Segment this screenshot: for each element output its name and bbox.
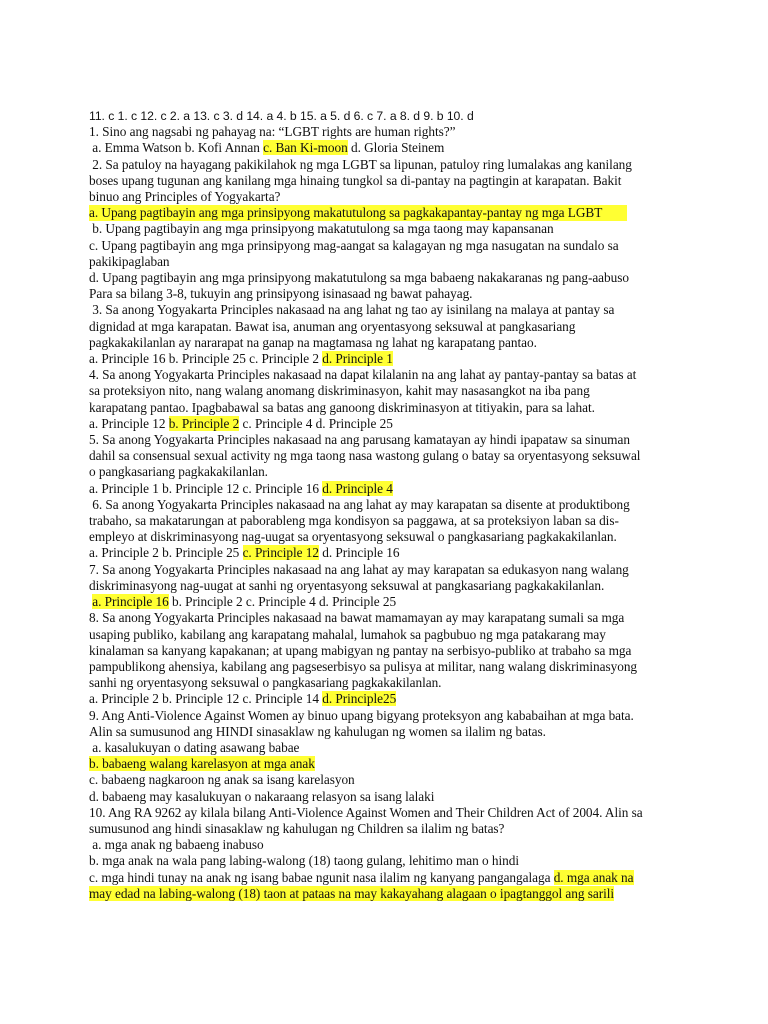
q1-answer-highlight: c. Ban Ki-moon	[263, 140, 348, 156]
q8-line-1: 8. Sa anong Yogyakarta Principles nakasaad na bawat mamamayan ay may karapatang sumali sa mga	[89, 610, 625, 626]
q4-line-1: 4. Sa anong Yogyakarta Principles nakasaad na dapat kilalanin na ang lahat ay pantay-pantay sa batas at	[89, 367, 637, 383]
q3-options	[89, 351, 689, 367]
q2-option-d: d. Upang pagtibayin ang mga prinsipyong makatutulong sa mga babaeng nakakaranas ng pang-aabuso	[89, 270, 629, 286]
q10-answer-d-highlight-2: may edad na labing-walong (18) taon at pataas na may kakayahang alagaan o ipagtanggol ang sarili	[89, 885, 615, 901]
q9-option-a: a. kasalukuyan o dating asawang babae	[89, 739, 300, 755]
q10-line-1: 10. Ang RA 9262 ay kilala bilang Anti-Violence Against Women and Their Children Act of 2004. Alin sa	[89, 804, 643, 820]
q10-answer-d-highlight-1: d. mga anak na	[553, 869, 634, 885]
q6-line-1: 6. Sa anong Yogyakarta Principles nakasaad na ang lahat ay may karapatan sa disente at produktibong	[89, 496, 630, 512]
q5-options-pre: a. Principle 1 b. Principle 12 c. Principle 16	[89, 480, 323, 496]
q6-options-post: d. Principle 16	[319, 545, 400, 561]
q3-line-3: pagkakakilanlan ay nararapat na ganap na magtamasa ng lahat ng karapatang pantao.	[89, 334, 537, 350]
q4-options-post: c. Principle 4 d. Principle 25	[239, 415, 393, 431]
q8-line-2: usaping publiko, kabilang ang karapatang mahalal, lumahok sa pagbubuo ng mga patakarang may	[89, 626, 606, 642]
q9-option-c: c. babaeng nagkaroon ng anak sa isang karelasyon	[89, 772, 355, 788]
q7-line-2: diskriminasyong nag-uugat at sanhi ng oryentasyong seksuwal at pangkasariang pagkakakilanlan.	[89, 577, 605, 593]
q6-options-pre: a. Principle 2 b. Principle 25	[89, 545, 243, 561]
q10-options-cd	[89, 870, 689, 886]
q2-line-1: 2. Sa patuloy na hayagang pakikilahok ng mga LGBT sa lipunan, patuloy ring lumalakas ang kanilang	[89, 156, 632, 172]
q8-answer-highlight: d. Principle25	[322, 691, 397, 707]
q5-line-2: dahil sa consensual sexual activity ng mga taong nasa wastong gulang o batay sa oryentasyong seksuwal	[89, 448, 641, 464]
q9-line-1: 9. Ang Anti-Violence Against Women ay binuo upang bigyang proteksyon ang kababaihan at mga bata.	[89, 707, 634, 723]
q9-answer-b-highlight: b. babaeng walang karelasyon at mga anak	[89, 756, 315, 772]
q7-answer-highlight: a. Principle 16	[92, 594, 169, 610]
q10-option-a: a. mga anak ng babaeng inabuso	[89, 837, 264, 853]
q8-options-pre: a. Principle 2 b. Principle 12 c. Principle 14	[89, 691, 323, 707]
q4-answer-highlight: b. Principle 2	[168, 415, 240, 431]
q10-line-2: sumusunod ang hindi sinasaklaw ng kahulugan ng Children sa ilalim ng batas?	[89, 820, 505, 836]
q6-line-2: trabaho, sa makatarungan at paborableng mga kondisyon sa paggawa, at sa proteksiyon laban sa dis-	[89, 513, 619, 529]
q5-answer-highlight: d. Principle 4	[322, 480, 393, 496]
q7-line-1: 7. Sa anong Yogyakarta Principles nakasaad na ang lahat ay may karapatan sa edukasyon nang walang	[89, 561, 629, 577]
q7-options-post: b. Principle 2 c. Principle 4 d. Principle 25	[168, 594, 397, 610]
answer-key-line: 11. c 1. c 12. c 2. a 13. c 3. d 14. a 4. b 15. a 5. d 6. c 7. a 8. d 9. b 10. d	[89, 109, 474, 123]
instruction-line: Para sa bilang 3-8, tukuyin ang prinsipyong isinasaad ng bawat pahayag.	[89, 286, 473, 302]
q4-options-pre: a. Principle 12	[89, 415, 169, 431]
q2-option-c-1: c. Upang pagtibayin ang mga prinsipyong mag-aangat sa kalagayan ng mga nasugatan na sundalo sa	[89, 237, 619, 253]
q3-line-2: dignidad at mga karapatan. Bawat isa, anuman ang oryentasyong seksuwal at pangkasariang	[89, 318, 576, 334]
q8-line-4: pampublikong ahensiya, kabilang ang pagseserbisyo sa pulisya at militar, nang walang diskriminasyong	[89, 658, 638, 674]
q10-option-c: c. mga hindi tunay na anak ng isang babae ngunit nasa ilalim ng kanyang pangangalaga	[89, 869, 554, 885]
q2-option-c-2: pakikipaglaban	[89, 253, 170, 269]
q2-answer-a-highlight: a. Upang pagtibayin ang mga prinsipyong makatutulong sa pagkakapantay-pantay ng mga LGBT	[89, 205, 627, 221]
q3-line-1: 3. Sa anong Yogyakarta Principles nakasaad na ang lahat ng tao ay isinilang na malaya at pantay sa	[89, 302, 615, 318]
q8-line-3: kinalaman sa kanyang kapakanan; at upang mabigyan ng pantay na serbisyo-publiko at trabaho sa mga	[89, 642, 632, 658]
q1-options	[89, 140, 689, 156]
q3-options-pre: a. Principle 16 b. Principle 25 c. Principle 2	[89, 351, 323, 367]
q1-options-pre: a. Emma Watson b. Kofi Annan	[89, 140, 264, 156]
q2-line-2: boses upang tugunan ang kanilang mga hinaing tungkol sa di-pantay na pagtingin at karapatan. Bakit	[89, 172, 622, 188]
q4-options	[89, 416, 689, 432]
q8-line-5: sanhi ng oryentasyong seksuwal o pangkasariang pagkakakilanlan.	[89, 675, 442, 691]
q5-options	[89, 481, 689, 497]
q3-answer-highlight: d. Principle 1	[322, 351, 393, 367]
q7-options	[89, 594, 689, 610]
q4-line-3: karapatang pantao. Ipagbabawal sa batas ang ganoong diskriminasyon at titiyakin, para sa lahat.	[89, 399, 595, 415]
q2-line-3: binuo ang Principles of Yogyakarta?	[89, 189, 281, 205]
document-page	[89, 108, 689, 902]
q6-line-3: empleyo at diskriminasyong nag-uugat sa oryentasyong seksuwal o pangkasariang pagkakakilanlan.	[89, 529, 617, 545]
q8-options	[89, 691, 689, 707]
q5-line-1: 5. Sa anong Yogyakarta Principles nakasaad na ang parusang kamatayan ay hindi ipapataw sa sinuman	[89, 432, 630, 448]
q4-line-2: sa proteksiyon nito, nang walang anomang diskriminasyon, kahit may nasasangkot na iba pang	[89, 383, 590, 399]
q2-option-b: b. Upang pagtibayin ang mga prinsipyong makatutulong sa mga taong may kapansanan	[89, 221, 554, 237]
q6-options	[89, 545, 689, 561]
q6-answer-highlight: c. Principle 12	[242, 545, 319, 561]
q9-option-d: d. babaeng may kasalukuyan o nakaraang relasyon sa isang lalaki	[89, 788, 435, 804]
q9-line-2: Alin sa sumusunod ang HINDI sinasaklaw ng kahulugan ng women sa ilalim ng batas.	[89, 723, 546, 739]
q5-line-3: o pangkasariang pagkakakilanlan.	[89, 464, 268, 480]
q1-question: 1. Sino ang nagsabi ng pahayag na: “LGBT rights are human rights?”	[89, 124, 456, 140]
q10-option-b: b. mga anak na wala pang labing-walong (18) taong gulang, lehitimo man o hindi	[89, 853, 519, 869]
q1-options-post: d. Gloria Steinem	[347, 140, 445, 156]
